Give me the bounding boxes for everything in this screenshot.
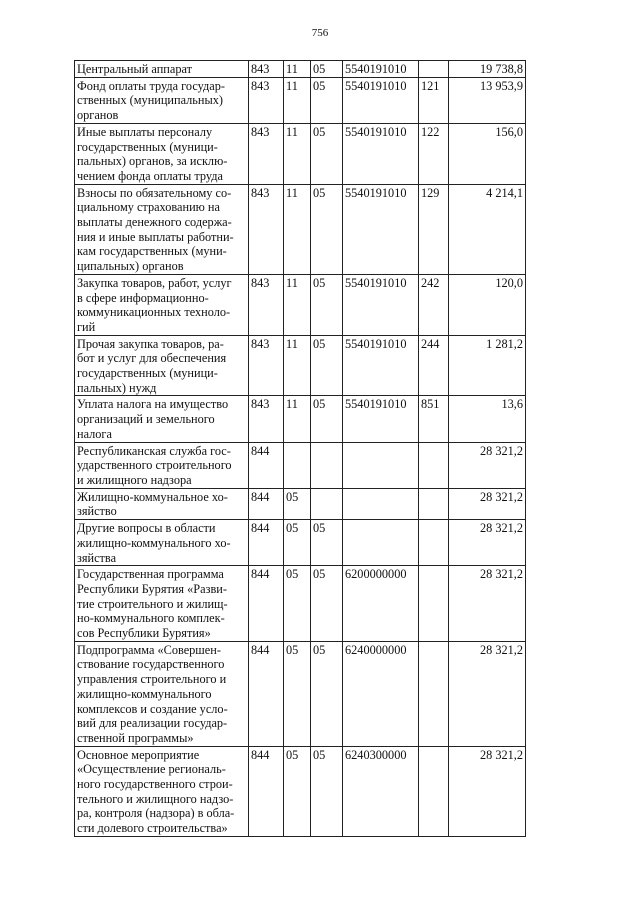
cell-admin-code: 843: [249, 274, 284, 335]
cell-subsection: 05: [311, 123, 343, 184]
cell-name: Центральный аппарат: [75, 61, 249, 78]
cell-name: Основное мероприятие «Осуществление региональ- ного государственного строи- тельного и жилищного надзо- ра, контроля (надзора) в обла- сти долевого строительства»: [75, 746, 249, 836]
cell-expense-type: [419, 61, 449, 78]
page-number: 756: [311, 27, 329, 39]
cell-admin-code: 844: [249, 566, 284, 642]
cell-subsection: 05: [311, 335, 343, 396]
table-row: [75, 442, 526, 488]
cell-section: 11: [284, 274, 311, 335]
cell-sum: 28 321,2: [449, 746, 526, 836]
cell-name: Республиканская служба гос- ударственного строительного и жилищного надзора: [75, 442, 249, 488]
cell-name: Взносы по обязательному со- циальному страхованию на выплаты денежного содержа- ния и иные выплаты работни- кам государственных (муни- ципальных) органов: [75, 184, 249, 274]
cell-admin-code: 843: [249, 184, 284, 274]
cell-sum: 28 321,2: [449, 520, 526, 566]
cell-name: Иные выплаты персоналу государственных (муници- пальных) органов, за исклю- чением фонда оплаты труда: [75, 123, 249, 184]
cell-section: 05: [284, 520, 311, 566]
cell-section: 11: [284, 61, 311, 78]
table-body: [75, 61, 526, 837]
table-row: [75, 61, 526, 78]
cell-name: Прочая закупка товаров, ра- бот и услуг для обеспечения государственных (муници- пальных) нужд: [75, 335, 249, 396]
cell-section: 11: [284, 123, 311, 184]
cell-subsection: 05: [311, 61, 343, 78]
cell-sum: 28 321,2: [449, 488, 526, 519]
cell-expense-type: 121: [419, 77, 449, 123]
cell-expense-type: [419, 488, 449, 519]
cell-sum: 120,0: [449, 274, 526, 335]
cell-sum: 13,6: [449, 396, 526, 442]
cell-expense-type: 242: [419, 274, 449, 335]
cell-sum: 4 214,1: [449, 184, 526, 274]
table-row: [75, 184, 526, 274]
table-row: [75, 274, 526, 335]
cell-target-article: [343, 442, 419, 488]
cell-expense-type: [419, 442, 449, 488]
cell-section: 11: [284, 396, 311, 442]
cell-subsection: 05: [311, 77, 343, 123]
cell-subsection: [311, 488, 343, 519]
cell-name: Подпрограмма «Совершен- ствование государственного управления строительного и жилищно-коммунального комплексов и создание усло- вий для реализации государ- ственной программы»: [75, 641, 249, 746]
cell-admin-code: 844: [249, 442, 284, 488]
cell-section: 11: [284, 184, 311, 274]
cell-name: Государственная программа Республики Бурятия «Разви- тие строительного и жилищ- но-коммунального комплек- сов Республики Бурятия»: [75, 566, 249, 642]
cell-target-article: 6200000000: [343, 566, 419, 642]
cell-section: 11: [284, 335, 311, 396]
cell-name: Уплата налога на имущество организаций и земельного налога: [75, 396, 249, 442]
cell-name: Фонд оплаты труда государ- ственных (муниципальных) органов: [75, 77, 249, 123]
cell-sum: 28 321,2: [449, 641, 526, 746]
cell-subsection: 05: [311, 274, 343, 335]
cell-admin-code: 843: [249, 123, 284, 184]
cell-subsection: 05: [311, 520, 343, 566]
table-row: [75, 335, 526, 396]
cell-target-article: 6240000000: [343, 641, 419, 746]
cell-subsection: 05: [311, 566, 343, 642]
cell-target-article: 5540191010: [343, 335, 419, 396]
cell-name: Жилищно-коммунальное хо- зяйство: [75, 488, 249, 519]
cell-target-article: 5540191010: [343, 77, 419, 123]
cell-expense-type: 244: [419, 335, 449, 396]
cell-target-article: 5540191010: [343, 123, 419, 184]
cell-expense-type: 129: [419, 184, 449, 274]
cell-name: Закупка товаров, работ, услуг в сфере информационно- коммуникационных техноло- гий: [75, 274, 249, 335]
cell-target-article: 5540191010: [343, 61, 419, 78]
cell-sum: 19 738,8: [449, 61, 526, 78]
table-row: [75, 520, 526, 566]
table-row: [75, 123, 526, 184]
cell-subsection: 05: [311, 746, 343, 836]
cell-target-article: [343, 488, 419, 519]
cell-target-article: 6240300000: [343, 746, 419, 836]
cell-expense-type: [419, 641, 449, 746]
cell-section: 05: [284, 746, 311, 836]
cell-target-article: 5540191010: [343, 396, 419, 442]
cell-expense-type: [419, 520, 449, 566]
cell-section: 11: [284, 77, 311, 123]
cell-expense-type: [419, 566, 449, 642]
cell-admin-code: 843: [249, 335, 284, 396]
cell-target-article: 5540191010: [343, 274, 419, 335]
table-row: [75, 746, 526, 836]
cell-expense-type: 851: [419, 396, 449, 442]
cell-section: 05: [284, 488, 311, 519]
cell-admin-code: 844: [249, 746, 284, 836]
table-row: [75, 641, 526, 746]
cell-admin-code: 844: [249, 641, 284, 746]
table-row: [75, 566, 526, 642]
cell-admin-code: 844: [249, 520, 284, 566]
budget-table: [74, 60, 526, 837]
cell-admin-code: 843: [249, 77, 284, 123]
cell-target-article: 5540191010: [343, 184, 419, 274]
cell-subsection: [311, 442, 343, 488]
cell-section: 05: [284, 566, 311, 642]
cell-admin-code: 844: [249, 488, 284, 519]
cell-admin-code: 843: [249, 396, 284, 442]
cell-target-article: [343, 520, 419, 566]
cell-section: [284, 442, 311, 488]
table-row: [75, 77, 526, 123]
cell-name: Другие вопросы в области жилищно-коммунального хо- зяйства: [75, 520, 249, 566]
cell-sum: 13 953,9: [449, 77, 526, 123]
cell-sum: 156,0: [449, 123, 526, 184]
cell-section: 05: [284, 641, 311, 746]
table-row: [75, 396, 526, 442]
table-row: [75, 488, 526, 519]
cell-sum: 1 281,2: [449, 335, 526, 396]
cell-subsection: 05: [311, 641, 343, 746]
cell-expense-type: 122: [419, 123, 449, 184]
cell-sum: 28 321,2: [449, 442, 526, 488]
cell-admin-code: 843: [249, 61, 284, 78]
cell-subsection: 05: [311, 396, 343, 442]
cell-expense-type: [419, 746, 449, 836]
cell-sum: 28 321,2: [449, 566, 526, 642]
cell-subsection: 05: [311, 184, 343, 274]
